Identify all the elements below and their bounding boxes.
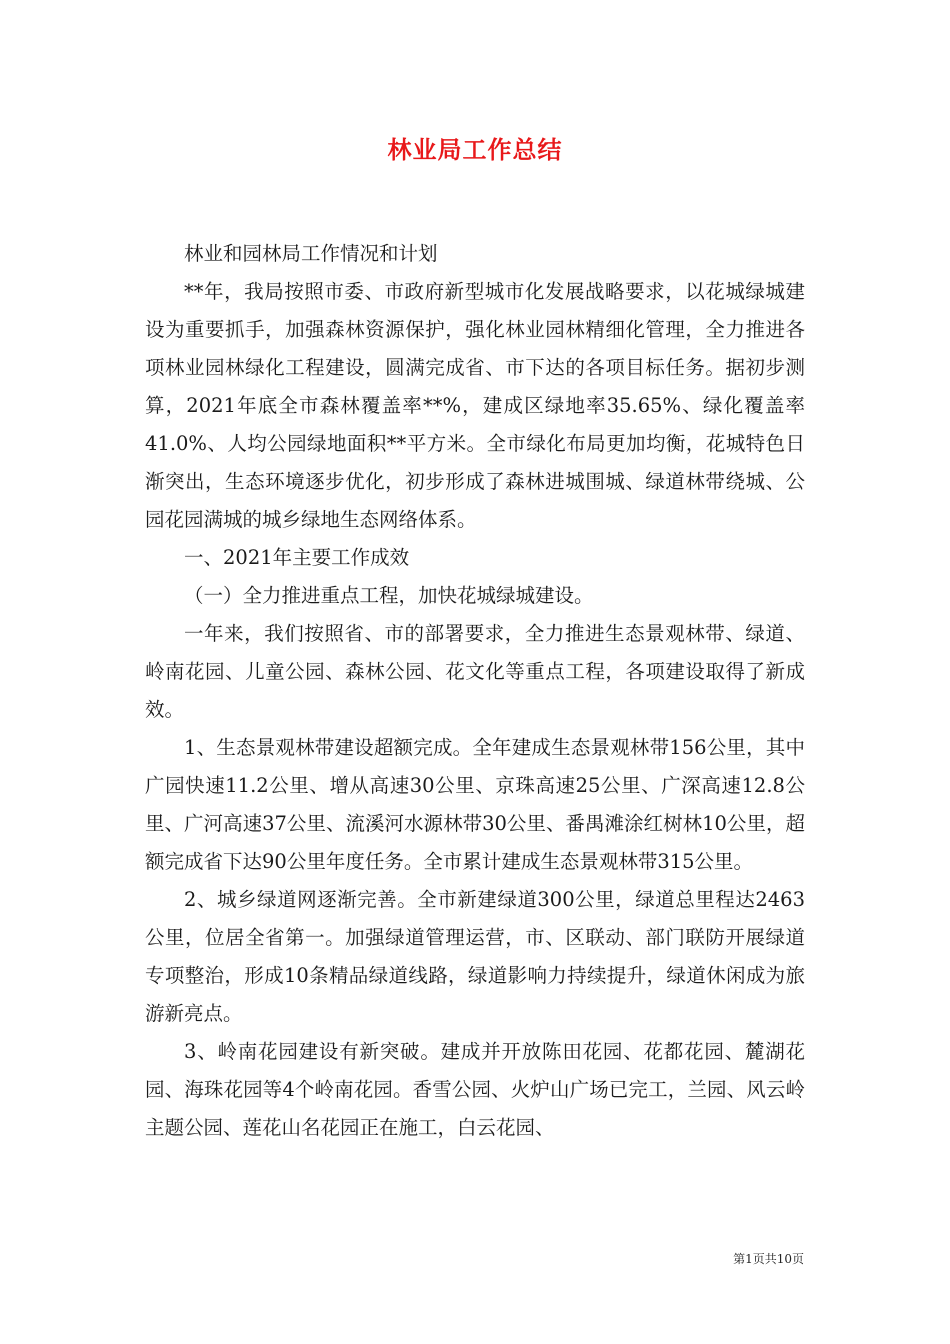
paragraph-item-2: 2、城乡绿道网逐渐完善。全市新建绿道300公里，绿道总里程达2463公里，位居全省第一。加强绿道管理运营，市、区联动、部门联防开展绿道专项整治，形成10条精品绿道线路，绿道影响力持续提升，绿道休闲成为旅游新亮点。	[145, 888, 805, 1025]
paragraph-intro: **年，我局按照市委、市政府新型城市化发展战略要求，以花城绿城建设为重要抓手，加强森林资源保护，强化林业园林精细化管理，全力推进各项林业园林绿化工程建设，圆满完成省、市下达的各项目标任务。据初步测算，2021年底全市森林覆盖率**%，建成区绿地率35.65%、绿化覆盖率41.0%、人均公园绿地面积**平方米。全市绿化布局更加均衡，花城特色日渐突出，生态环境逐步优化，初步形成了森林进城围城、绿道林带绕城、公园花园满城的城乡绿地生态网络体系。	[145, 280, 805, 531]
page-number: 第1页共10页	[733, 1252, 804, 1266]
section-subtitle: 林业和园林局工作情况和计划	[184, 242, 438, 265]
paragraph-item-1: 1、生态景观林带建设超额完成。全年建成生态景观林带156公里，其中广园快速11.2公里、增从高速30公里、京珠高速25公里、广深高速12.8公里、广河高速37公里、流溪河水源林带30公里、番禺滩涂红树林10公里，超额完成省下达90公里年度任务。全市累计建成生态景观林带315公里。	[145, 736, 805, 873]
paragraph-overview: 一年来，我们按照省、市的部署要求，全力推进生态景观林带、绿道、岭南花园、儿童公园、森林公园、花文化等重点工程，各项建设取得了新成效。	[145, 622, 805, 721]
heading-key-projects: （一）全力推进重点工程，加快花城绿城建设。	[184, 584, 594, 607]
document-body	[145, 235, 805, 1147]
paragraph-item-3: 3、岭南花园建设有新突破。建成并开放陈田花园、花都花园、麓湖花园、海珠花园等4个岭南花园。香雪公园、火炉山广场已完工，兰园、风云岭主题公园、莲花山名花园正在施工，白云花园、	[145, 1040, 805, 1139]
heading-achievements: 一、2021年主要工作成效	[184, 546, 410, 569]
page-title: 林业局工作总结	[387, 135, 563, 164]
